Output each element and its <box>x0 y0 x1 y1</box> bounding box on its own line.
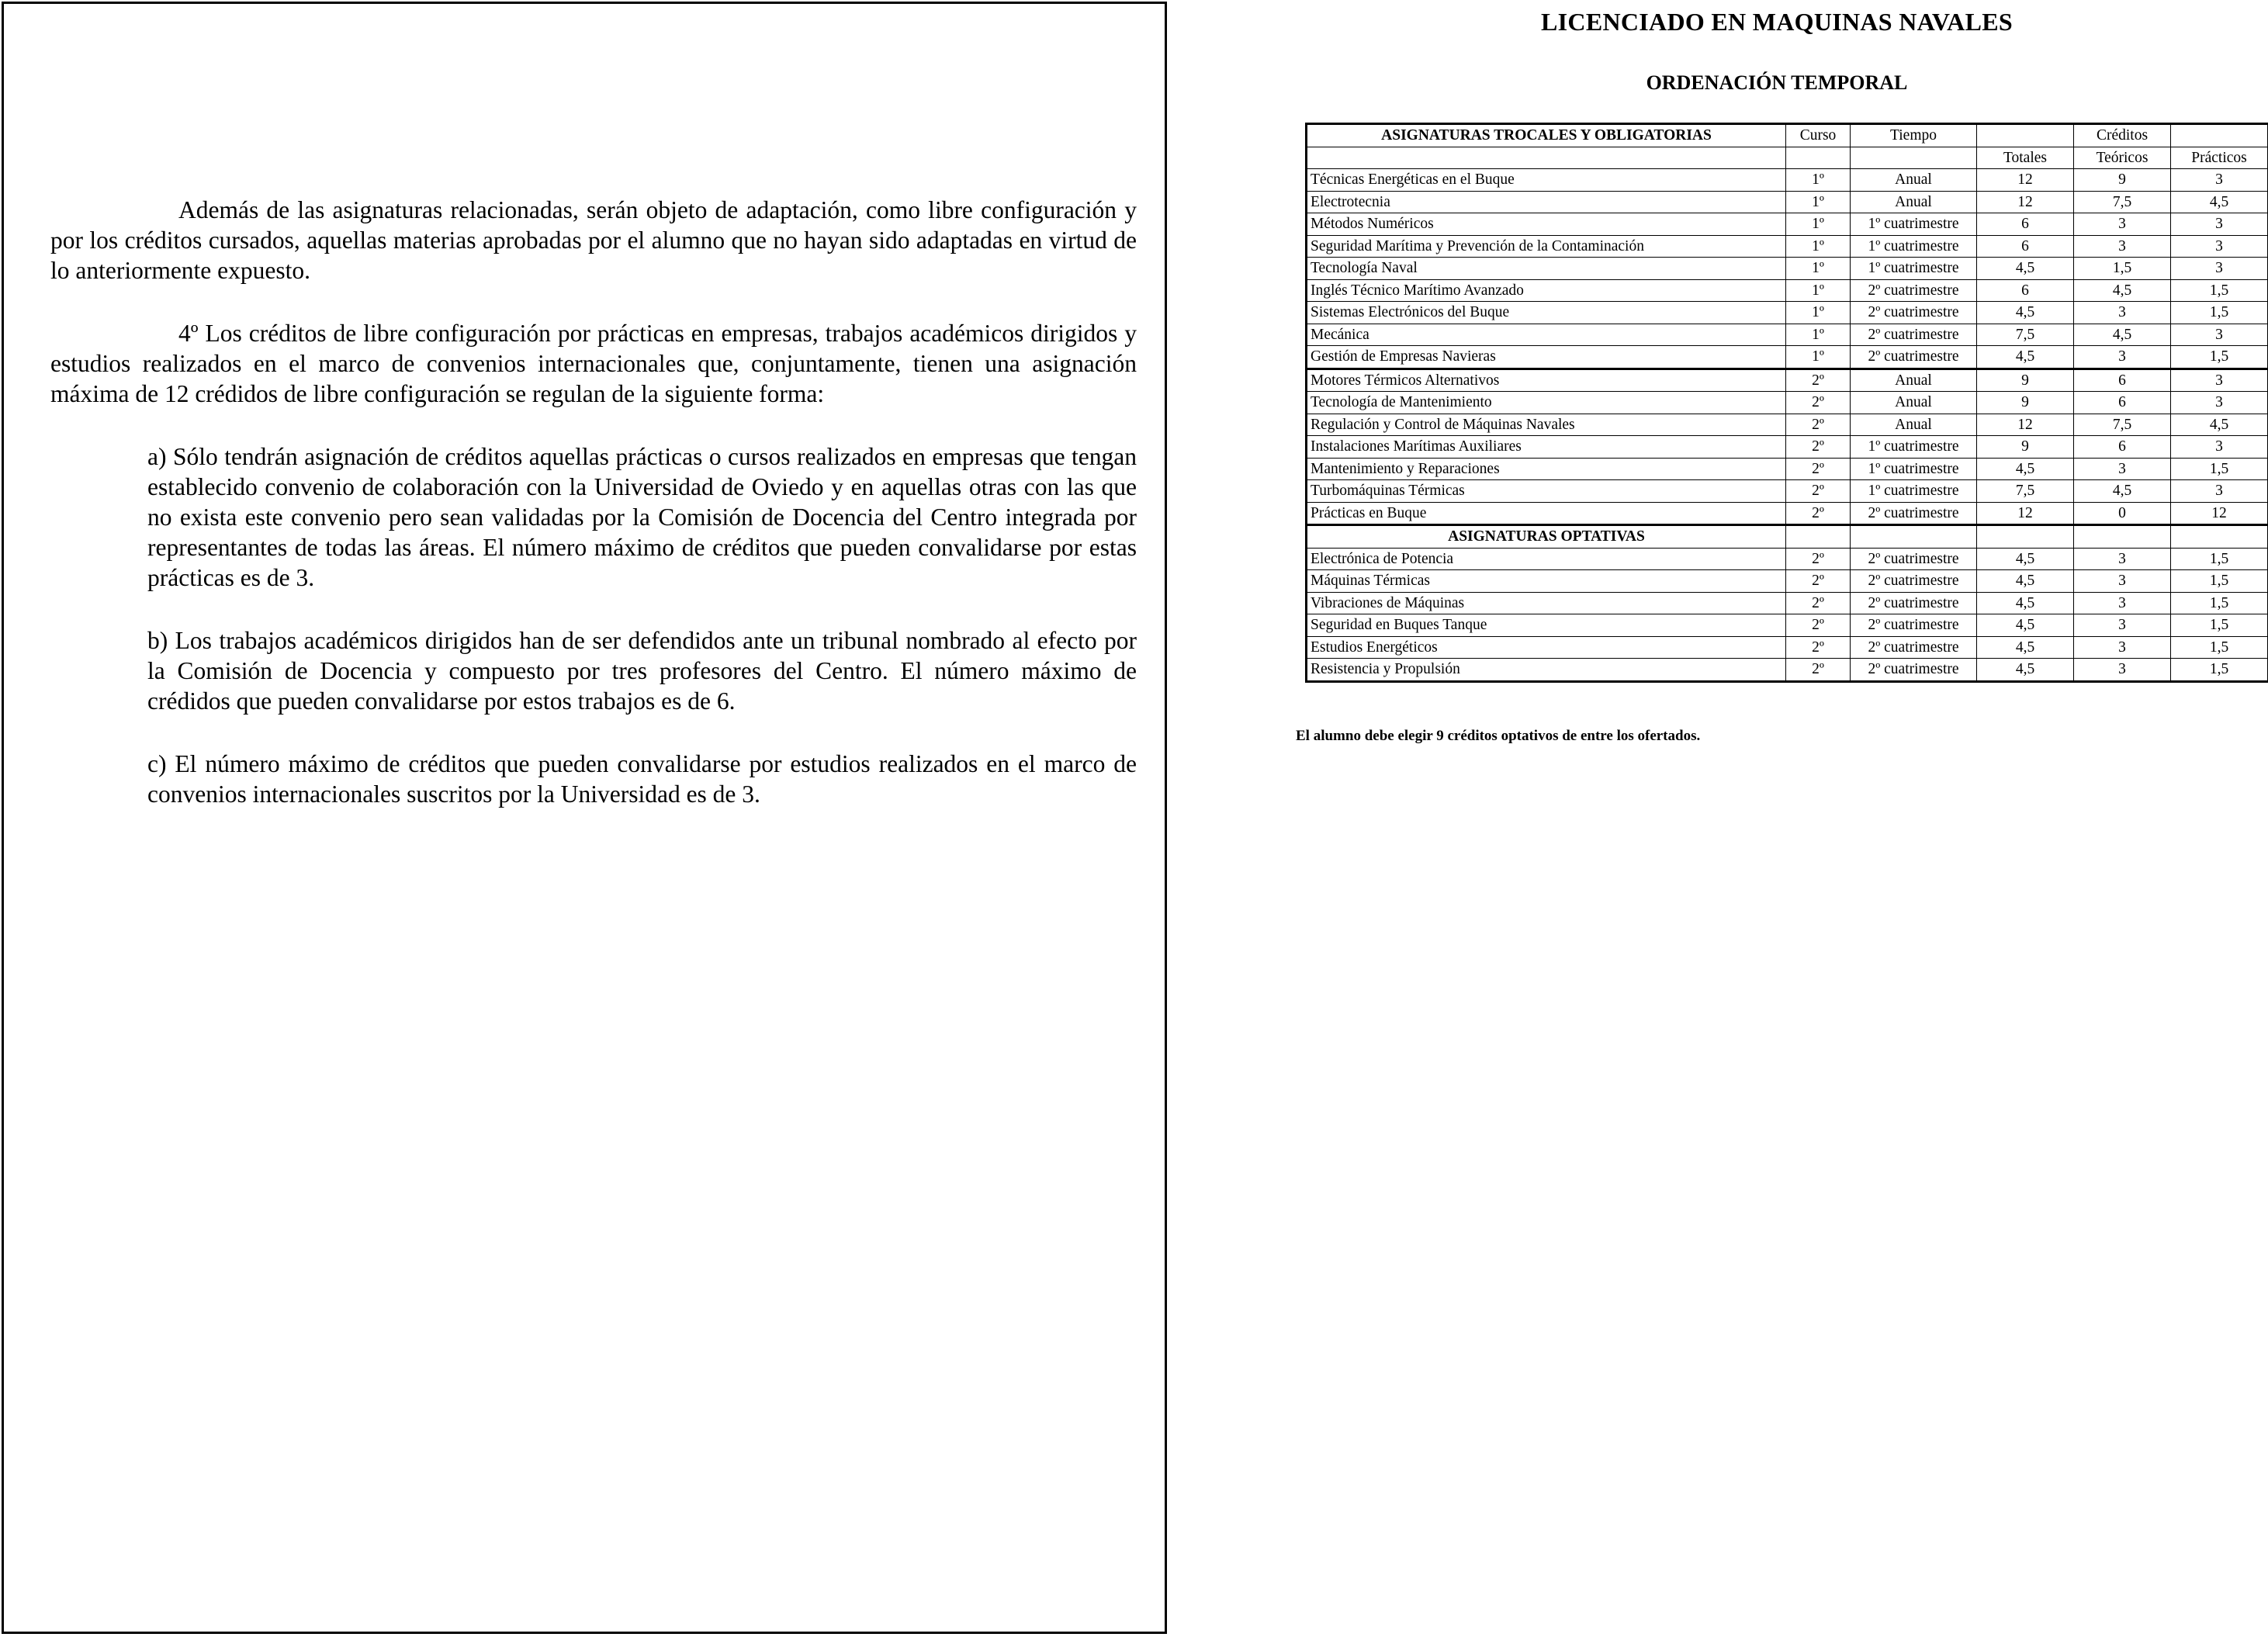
practicos-cell: 3 <box>2171 258 2268 280</box>
header-blank <box>1977 525 2074 549</box>
teoricos-cell: 6 <box>2074 392 2171 414</box>
asignatura-cell: Gestión de Empresas Navieras <box>1307 346 1786 369</box>
header-asignaturas: ASIGNATURAS TROCALES Y OBLIGATORIAS <box>1307 124 1786 147</box>
tiempo-cell: 1º cuatrimestre <box>1851 436 1977 459</box>
practicos-cell: 1,5 <box>2171 570 2268 593</box>
practicos-cell: 1,5 <box>2171 614 2268 637</box>
practicos-cell: 3 <box>2171 324 2268 346</box>
table-row <box>1307 436 2268 459</box>
tiempo-cell: 2º cuatrimestre <box>1851 659 1977 682</box>
table-row <box>1307 548 2268 570</box>
teoricos-cell: 7,5 <box>2074 414 2171 436</box>
curso-cell: 1º <box>1786 191 1851 213</box>
curso-cell: 1º <box>1786 302 1851 324</box>
totales-cell: 6 <box>1977 279 2074 302</box>
header-creditos: Créditos <box>2074 124 2171 147</box>
curso-cell: 1º <box>1786 346 1851 369</box>
practicos-cell: 1,5 <box>2171 548 2268 570</box>
totales-cell: 12 <box>1977 414 2074 436</box>
tiempo-cell: 2º cuatrimestre <box>1851 346 1977 369</box>
table-row <box>1307 392 2268 414</box>
header-blank <box>2074 525 2171 549</box>
totales-cell: 4,5 <box>1977 592 2074 614</box>
left-page <box>2 2 1167 1634</box>
tiempo-cell: 2º cuatrimestre <box>1851 302 1977 324</box>
practicos-cell: 4,5 <box>2171 414 2268 436</box>
curso-cell: 1º <box>1786 279 1851 302</box>
curso-cell: 1º <box>1786 258 1851 280</box>
table-row <box>1307 480 2268 503</box>
totales-cell: 6 <box>1977 213 2074 236</box>
curso-cell: 2º <box>1786 592 1851 614</box>
practicos-cell: 3 <box>2171 369 2268 392</box>
table-row <box>1307 414 2268 436</box>
curso-cell: 1º <box>1786 324 1851 346</box>
curso-cell: 1º <box>1786 169 1851 192</box>
teoricos-cell: 7,5 <box>2074 191 2171 213</box>
optativas-section <box>1307 525 2268 549</box>
asignatura-cell: Mecánica <box>1307 324 1786 346</box>
totales-cell: 4,5 <box>1977 659 2074 682</box>
totales-cell: 4,5 <box>1977 570 2074 593</box>
paragraph-4: 4º Los créditos de libre configuración por prácticas en empresas, trabajos académicos dirigidos y estudios realizados en el marco de convenios internacionales que, conjuntamente, tienen una asignación máxima de 12 crédidos de libre configuración se regulan de la siguiente forma: <box>50 320 1137 407</box>
tiempo-cell: 2º cuatrimestre <box>1851 570 1977 593</box>
tiempo-cell: Anual <box>1851 369 1977 392</box>
tiempo-cell: Anual <box>1851 191 1977 213</box>
table-header-row-2 <box>1307 147 2268 169</box>
practicos-cell: 4,5 <box>2171 191 2268 213</box>
totales-cell: 12 <box>1977 169 2074 192</box>
teoricos-cell: 6 <box>2074 369 2171 392</box>
practicos-cell: 3 <box>2171 436 2268 459</box>
header-blank <box>1851 147 1977 169</box>
practicos-cell: 1,5 <box>2171 659 2268 682</box>
table-row <box>1307 169 2268 192</box>
curso-cell: 2º <box>1786 392 1851 414</box>
teoricos-cell: 1,5 <box>2074 258 2171 280</box>
tiempo-cell: 1º cuatrimestre <box>1851 458 1977 480</box>
teoricos-cell: 3 <box>2074 548 2171 570</box>
totales-cell: 4,5 <box>1977 258 2074 280</box>
paragraph-intro: Además de las asignaturas relacionadas, serán objeto de adaptación, como libre configuración y por los créditos cursados, aquellas materias aprobadas por el alumno que no hayan sido adaptadas en virtud de lo anteriormente expuesto. <box>50 196 1137 284</box>
table-row <box>1307 279 2268 302</box>
practicos-cell: 3 <box>2171 213 2268 236</box>
totales-cell: 7,5 <box>1977 324 2074 346</box>
tiempo-cell: 2º cuatrimestre <box>1851 614 1977 637</box>
asignatura-cell: Inglés Técnico Marítimo Avanzado <box>1307 279 1786 302</box>
study-plan-table <box>1305 123 2268 683</box>
header-blank <box>2171 525 2268 549</box>
table-row <box>1307 614 2268 637</box>
header-totales: Totales <box>1977 147 2074 169</box>
paragraph-4c: c) El número máximo de créditos que pueden convalidarse por estudios realizados en el marco de convenios internacionales suscritos por la Universidad es de 3. <box>147 750 1137 808</box>
header-optativas: ASIGNATURAS OPTATIVAS <box>1307 525 1786 549</box>
practicos-cell: 3 <box>2171 392 2268 414</box>
footnote: El alumno debe elegir 9 créditos optativos de entre los ofertados. <box>1296 728 1701 744</box>
totales-cell: 9 <box>1977 436 2074 459</box>
tiempo-cell: Anual <box>1851 392 1977 414</box>
header-blank <box>1786 147 1851 169</box>
asignatura-cell: Instalaciones Marítimas Auxiliares <box>1307 436 1786 459</box>
asignatura-cell: Tecnología de Mantenimiento <box>1307 392 1786 414</box>
teoricos-cell: 3 <box>2074 592 2171 614</box>
tiempo-cell: 1º cuatrimestre <box>1851 258 1977 280</box>
curso-cell: 2º <box>1786 458 1851 480</box>
asignatura-cell: Electrónica de Potencia <box>1307 548 1786 570</box>
practicos-cell: 1,5 <box>2171 346 2268 369</box>
table-row <box>1307 302 2268 324</box>
teoricos-cell: 0 <box>2074 502 2171 525</box>
totales-cell: 9 <box>1977 369 2074 392</box>
header-blank <box>1786 525 1851 549</box>
asignatura-cell: Técnicas Energéticas en el Buque <box>1307 169 1786 192</box>
practicos-cell: 3 <box>2171 480 2268 503</box>
header-blank <box>1851 525 1977 549</box>
asignatura-cell: Estudios Energéticos <box>1307 636 1786 659</box>
asignatura-cell: Máquinas Térmicas <box>1307 570 1786 593</box>
asignatura-cell: Turbomáquinas Térmicas <box>1307 480 1786 503</box>
totales-cell: 6 <box>1977 235 2074 258</box>
curso-cell: 2º <box>1786 369 1851 392</box>
tiempo-cell: 2º cuatrimestre <box>1851 502 1977 525</box>
table-row <box>1307 324 2268 346</box>
teoricos-cell: 4,5 <box>2074 279 2171 302</box>
table-row <box>1307 502 2268 525</box>
paragraph-4b: b) Los trabajos académicos dirigidos han de ser defendidos ante un tribunal nombrado al efecto por la Comisión de Docencia y compuesto por tres profesores del Centro. El número máximo de crédidos que pueden convalidarse por estos trabajos es de 6. <box>147 627 1137 715</box>
table-row <box>1307 369 2268 392</box>
curso-cell: 2º <box>1786 570 1851 593</box>
table-header-row-1 <box>1307 124 2268 147</box>
tiempo-cell: 2º cuatrimestre <box>1851 592 1977 614</box>
table-row <box>1307 592 2268 614</box>
asignatura-cell: Vibraciones de Máquinas <box>1307 592 1786 614</box>
tiempo-cell: 1º cuatrimestre <box>1851 480 1977 503</box>
table-row <box>1307 570 2268 593</box>
totales-cell: 7,5 <box>1977 480 2074 503</box>
asignatura-cell: Tecnología Naval <box>1307 258 1786 280</box>
curso-cell: 2º <box>1786 614 1851 637</box>
practicos-cell: 1,5 <box>2171 592 2268 614</box>
totales-cell: 9 <box>1977 392 2074 414</box>
teoricos-cell: 3 <box>2074 235 2171 258</box>
asignatura-cell: Seguridad en Buques Tanque <box>1307 614 1786 637</box>
asignatura-cell: Mantenimiento y Reparaciones <box>1307 458 1786 480</box>
asignatura-cell: Sistemas Electrónicos del Buque <box>1307 302 1786 324</box>
teoricos-cell: 3 <box>2074 570 2171 593</box>
table-row <box>1307 636 2268 659</box>
practicos-cell: 1,5 <box>2171 636 2268 659</box>
curso-cell: 2º <box>1786 480 1851 503</box>
totales-cell: 4,5 <box>1977 614 2074 637</box>
header-tiempo: Tiempo <box>1851 124 1977 147</box>
teoricos-cell: 6 <box>2074 436 2171 459</box>
tiempo-cell: 2º cuatrimestre <box>1851 324 1977 346</box>
optativas-header-row <box>1307 525 2268 549</box>
totales-cell: 4,5 <box>1977 346 2074 369</box>
table-row <box>1307 235 2268 258</box>
teoricos-cell: 3 <box>2074 636 2171 659</box>
asignatura-cell: Motores Térmicos Alternativos <box>1307 369 1786 392</box>
practicos-cell: 3 <box>2171 235 2268 258</box>
table-row <box>1307 458 2268 480</box>
curso-cell: 2º <box>1786 436 1851 459</box>
left-body-text <box>50 195 1137 809</box>
curso-cell: 2º <box>1786 659 1851 682</box>
curso-cell: 1º <box>1786 213 1851 236</box>
totales-cell: 4,5 <box>1977 458 2074 480</box>
header-blank <box>1977 124 2074 147</box>
practicos-cell: 12 <box>2171 502 2268 525</box>
practicos-cell: 1,5 <box>2171 458 2268 480</box>
tiempo-cell: 2º cuatrimestre <box>1851 548 1977 570</box>
totales-cell: 12 <box>1977 191 2074 213</box>
tiempo-cell: 2º cuatrimestre <box>1851 279 1977 302</box>
curso-cell: 2º <box>1786 548 1851 570</box>
totales-cell: 4,5 <box>1977 548 2074 570</box>
practicos-cell: 3 <box>2171 169 2268 192</box>
tiempo-cell: Anual <box>1851 414 1977 436</box>
header-teoricos: Teóricos <box>2074 147 2171 169</box>
teoricos-cell: 4,5 <box>2074 324 2171 346</box>
curso-cell: 2º <box>1786 502 1851 525</box>
header-blank <box>2171 124 2268 147</box>
curso-cell: 2º <box>1786 636 1851 659</box>
teoricos-cell: 3 <box>2074 458 2171 480</box>
practicos-cell: 1,5 <box>2171 302 2268 324</box>
teoricos-cell: 9 <box>2074 169 2171 192</box>
table-row <box>1307 659 2268 682</box>
optativas-body <box>1307 548 2268 681</box>
asignatura-cell: Métodos Numéricos <box>1307 213 1786 236</box>
header-practicos: Prácticos <box>2171 147 2268 169</box>
page-subtitle: ORDENACIÓN TEMPORAL <box>1646 71 1908 94</box>
page-title: LICENCIADO EN MAQUINAS NAVALES <box>1541 8 2013 36</box>
asignatura-cell: Resistencia y Propulsión <box>1307 659 1786 682</box>
right-page <box>1288 0 2268 1637</box>
table-row <box>1307 346 2268 369</box>
tiempo-cell: 2º cuatrimestre <box>1851 636 1977 659</box>
totales-cell: 12 <box>1977 502 2074 525</box>
totales-cell: 4,5 <box>1977 636 2074 659</box>
asignatura-cell: Electrotecnia <box>1307 191 1786 213</box>
table-row <box>1307 213 2268 236</box>
curso-cell: 1º <box>1786 235 1851 258</box>
tiempo-cell: 1º cuatrimestre <box>1851 213 1977 236</box>
asignatura-cell: Regulación y Control de Máquinas Navales <box>1307 414 1786 436</box>
obligatorias-body <box>1307 169 2268 525</box>
header-curso: Curso <box>1786 124 1851 147</box>
asignatura-cell: Prácticas en Buque <box>1307 502 1786 525</box>
teoricos-cell: 3 <box>2074 346 2171 369</box>
paragraph-4a: a) Sólo tendrán asignación de créditos aquellas prácticas o cursos realizados en empresas que tengan establecido convenio de colaboración con la Universidad de Oviedo y en aquellas otras con las que no exista este convenio pero sean validadas por la Comisión de Docencia del Centro integrada por representantes de todas las áreas. El número máximo de créditos que pueden convalidarse por estas prácticas es de 3. <box>147 443 1137 591</box>
header-blank <box>1307 147 1786 169</box>
tiempo-cell: Anual <box>1851 169 1977 192</box>
tiempo-cell: 1º cuatrimestre <box>1851 235 1977 258</box>
table-row <box>1307 258 2268 280</box>
teoricos-cell: 3 <box>2074 213 2171 236</box>
practicos-cell: 1,5 <box>2171 279 2268 302</box>
teoricos-cell: 3 <box>2074 302 2171 324</box>
table-row <box>1307 191 2268 213</box>
totales-cell: 4,5 <box>1977 302 2074 324</box>
asignatura-cell: Seguridad Marítima y Prevención de la Contaminación <box>1307 235 1786 258</box>
teoricos-cell: 3 <box>2074 614 2171 637</box>
teoricos-cell: 3 <box>2074 659 2171 682</box>
curso-cell: 2º <box>1786 414 1851 436</box>
teoricos-cell: 4,5 <box>2074 480 2171 503</box>
